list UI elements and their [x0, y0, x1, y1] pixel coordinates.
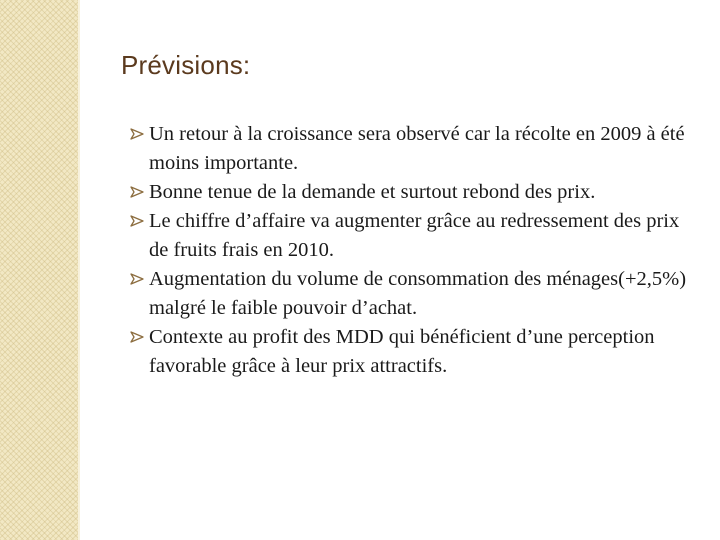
- bullet-item: [130, 120, 700, 178]
- bullet-icon: [130, 207, 148, 236]
- bullet-text: Contexte au profit des MDD qui bénéficient d’une perception favorable grâce à leur prix attractifs.: [149, 326, 655, 377]
- bullet-item: [130, 178, 700, 207]
- bullet-icon: [130, 323, 148, 352]
- decorative-side-band: [0, 0, 78, 540]
- bullet-item: [130, 323, 700, 381]
- bullet-icon: [130, 178, 148, 207]
- bullet-text: Le chiffre d’affaire va augmenter grâce au redressement des prix de fruits frais en 2010.: [149, 210, 680, 261]
- bullet-text: Augmentation du volume de consommation des ménages(+2,5%) malgré le faible pouvoir d’achat.: [149, 268, 687, 319]
- bullet-text: Un retour à la croissance sera observé car la récolte en 2009 à été moins importante.: [149, 123, 685, 174]
- slide-title: Prévisions:: [121, 50, 251, 80]
- bullet-list: [130, 120, 700, 381]
- side-band-edge: [78, 0, 80, 540]
- bullet-text: Bonne tenue de la demande et surtout rebond des prix.: [149, 181, 596, 203]
- bullet-item: [130, 265, 700, 323]
- bullet-icon: [130, 265, 148, 294]
- bullet-item: [130, 207, 700, 265]
- bullet-icon: [130, 120, 148, 149]
